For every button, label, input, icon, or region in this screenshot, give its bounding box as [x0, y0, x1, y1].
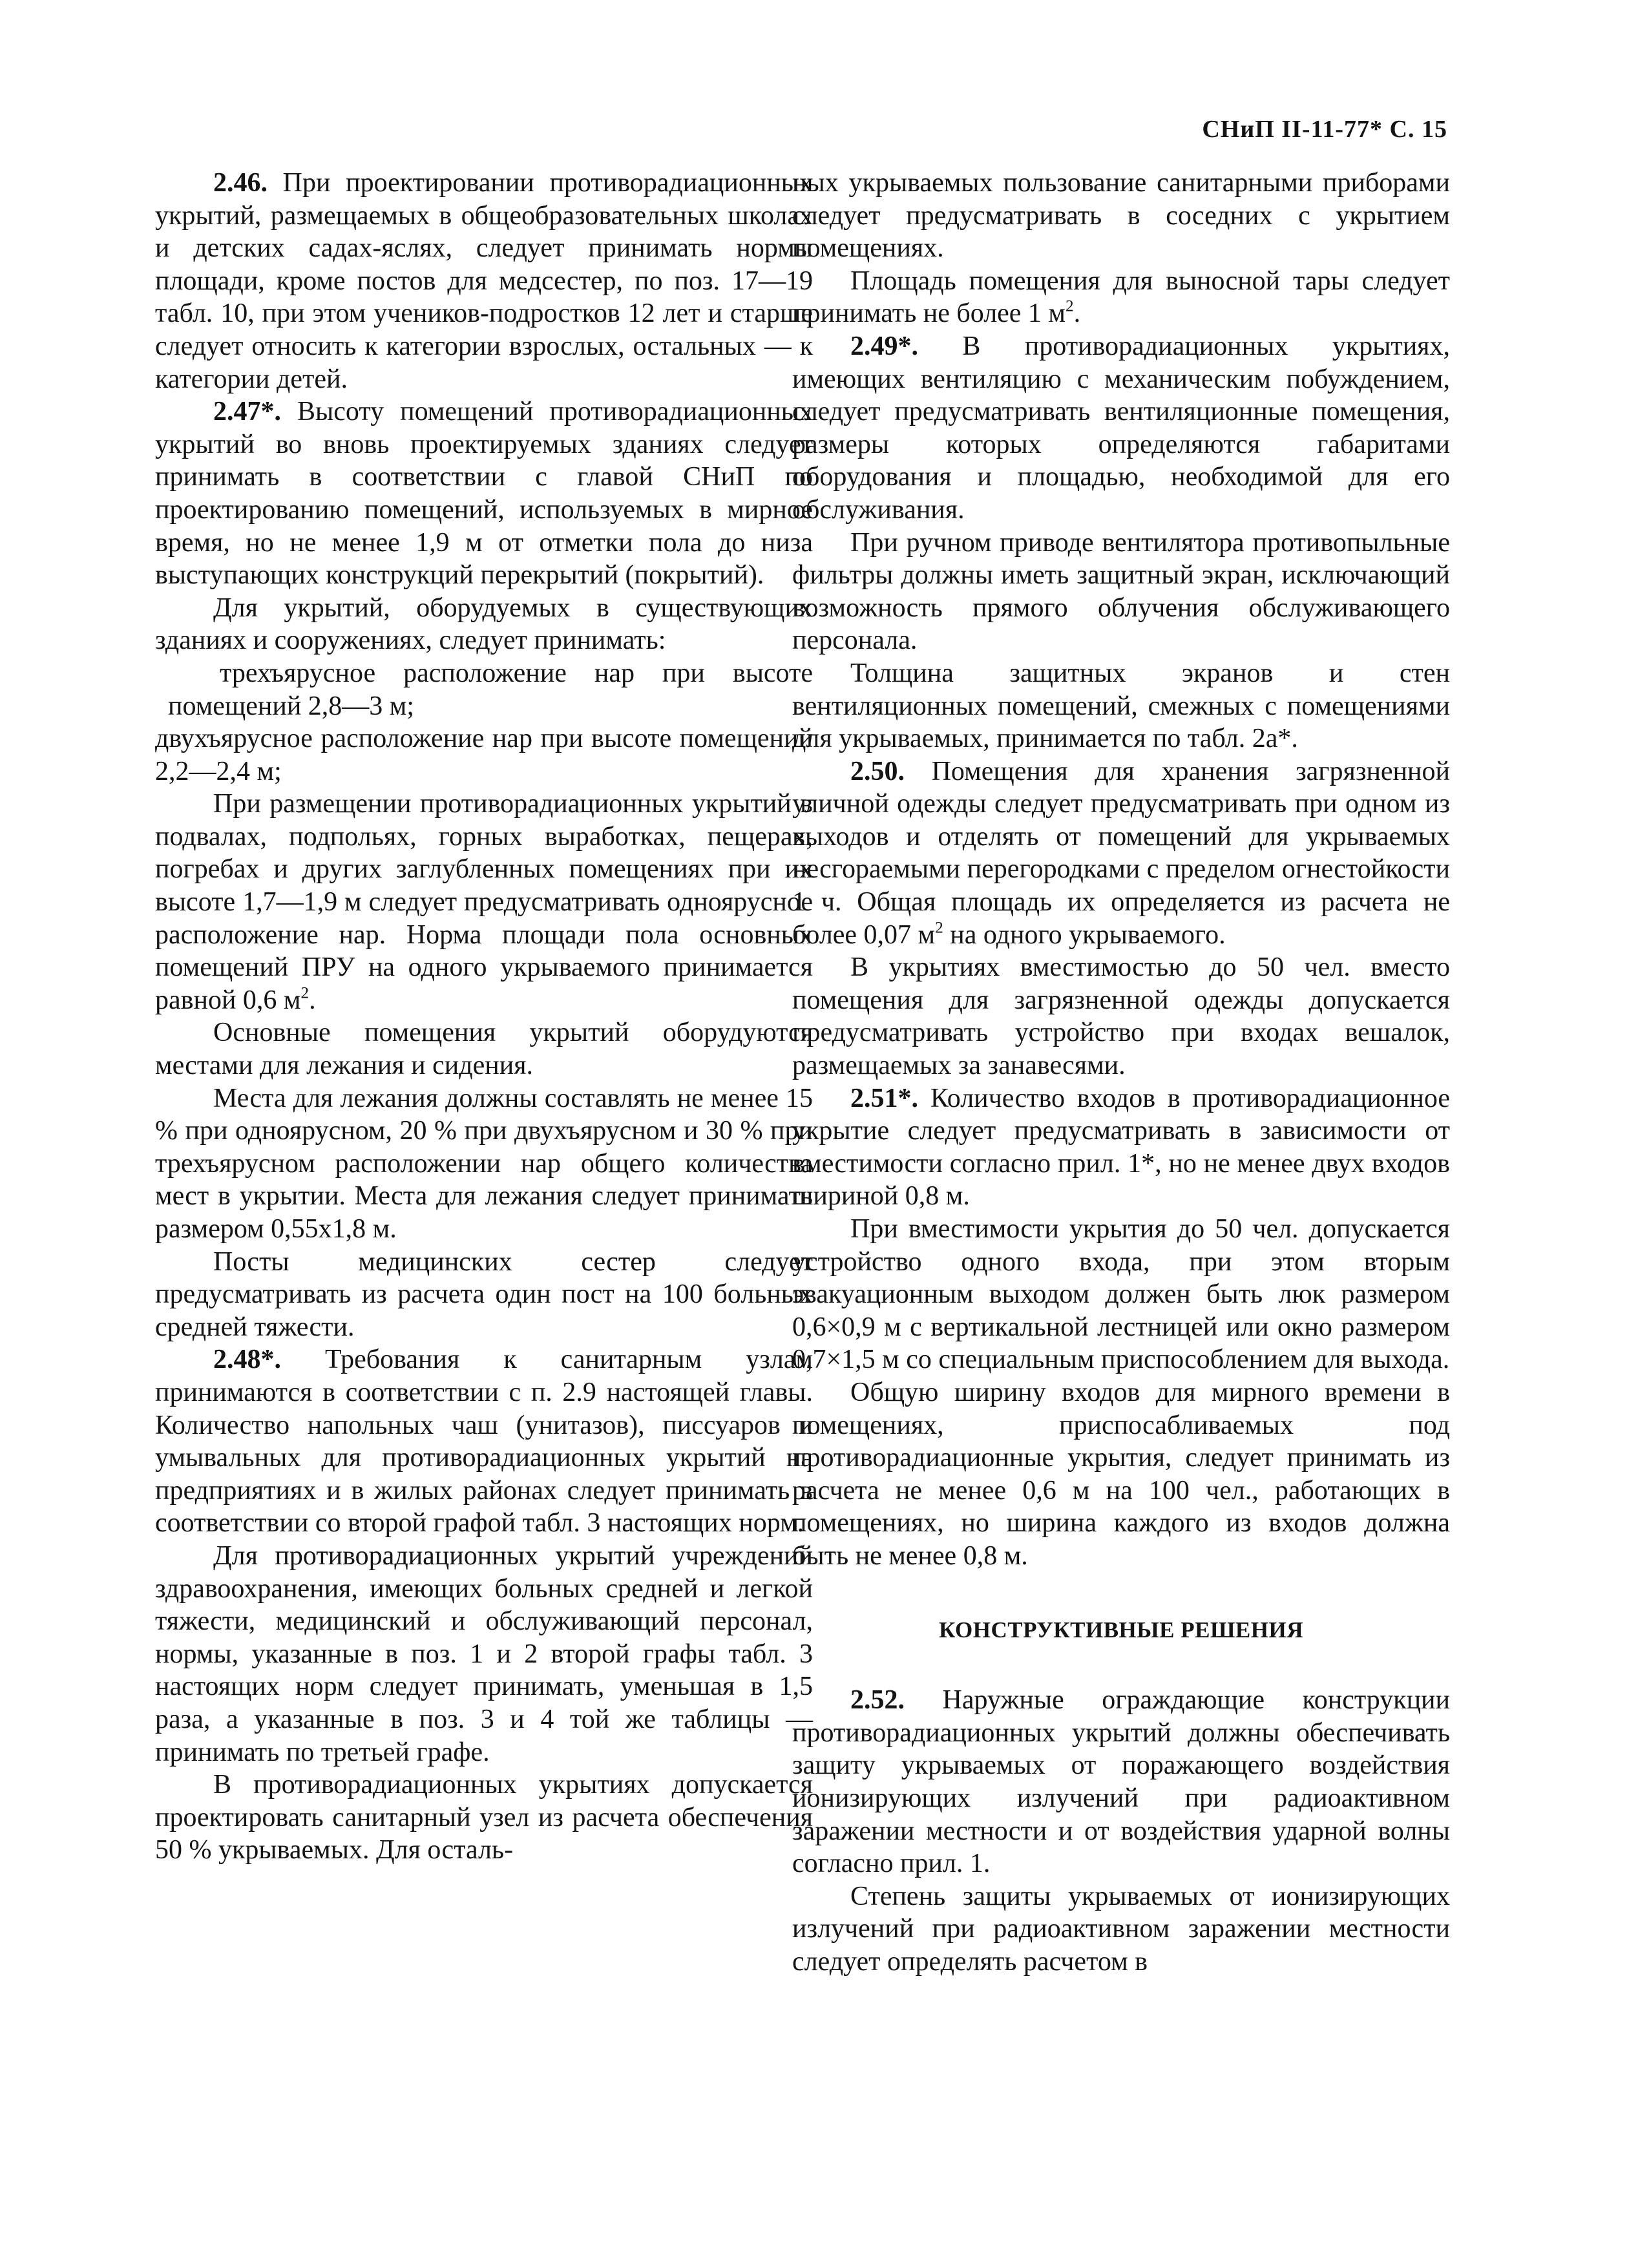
clause-number: 2.49*.	[850, 331, 918, 361]
superscript: 2	[935, 919, 943, 937]
paragraph-2-51	[792, 1082, 1450, 1213]
paragraph-2-48	[155, 1343, 813, 1540]
paragraph-text: трехъярусное расположение нар при высоте помещений 2,8—3 м;	[168, 658, 813, 721]
paragraph-text: Количество входов в противорадиационное укрытие следует предусматривать в зависимости от вместимости согласно прил. 1*, но не менее двух входов шириной 0,8 м.	[792, 1083, 1450, 1212]
clause-number: 2.47*.	[213, 397, 281, 427]
paragraph-text: .	[309, 985, 316, 1015]
paragraph-text: Основные помещения укрытий оборудуются местами для лежания и сидения.	[155, 1018, 813, 1081]
superscript: 2	[1066, 298, 1074, 315]
section-heading: КОНСТРУКТИВНЫЕ РЕШЕНИЯ	[939, 1617, 1303, 1643]
paragraph-text: Площадь помещения для выносной тары следует принимать не более 1 м	[792, 266, 1450, 329]
clause-number: 2.50.	[850, 756, 905, 786]
paragraph-text: на одного укрываемого.	[943, 919, 1226, 950]
paragraph-2-47	[155, 395, 813, 592]
paragraph-text: Помещения для хранения загрязненной уличной одежды следует предусматривать при одном из выходов и отделять от помещений для укрываемых несгораемыми перегородками с пределом огнестойкости 1 ч. Общая площадь их определяется из расчета не более 0,07 м	[792, 756, 1450, 950]
paragraph-text: .	[1073, 299, 1081, 329]
paragraph-text: При вместимости укрытия до 50 чел. допускается устройство одного входа, при этом вторым эвакуационным выходом должен быть люк размером 0,6×0,9 м с вертикальной лестницей или окно размером 0,7×1,5 м со специальным приспособлением для выхода.	[792, 1214, 1450, 1375]
paragraph-text: При ручном приводе вентилятора противопыльные фильтры должны иметь защитный экран, исключающий возможность прямого облучения обслуживающего персонала.	[792, 527, 1450, 656]
clause-number: 2.52.	[850, 1685, 905, 1716]
paragraph-text: Места для лежания должны составлять не менее 15 % при одноярусном, 20 % при двухъярусном и 30 % при трехъярусном расположении нар общего количества мест в укрытии. Места для лежания следует принимать размером 0,55х1,8 м.	[155, 1083, 813, 1244]
right-column	[792, 167, 1450, 1978]
paragraph-text: Требования к санитарным узлам принимаются в соответствии с п. 2.9 настоящей главы. Количество напольных чаш (унитазов), писсуаров и умывальных для противорадиационных укрытий на предприятиях и в жилых районах следует принимать в соответствии со второй графой табл. 3 настоящих норм.	[155, 1345, 813, 1538]
paragraph-2-50	[792, 755, 1450, 952]
left-column	[155, 167, 813, 1867]
paragraph-text: В укрытиях вместимостью до 50 чел. вместо помещения для загрязненной одежды допускается предусматривать устройство при входах вешалок, размещаемых за занавесями.	[792, 952, 1450, 1081]
paragraph-text: Высоту помещений противорадиационных укрытий во вновь проектируемых зданиях следует принимать в соответствии с главой СНиП по проектированию помещений, используемых в мирное время, но не менее 1,9 м от отметки пола до низа выступающих конструкций перекрытий (покрытий).	[155, 397, 813, 591]
superscript: 2	[300, 984, 310, 1002]
clause-number: 2.46.	[213, 168, 268, 198]
clause-number: 2.51*.	[850, 1083, 918, 1113]
paragraph-text: При проектировании противорадиационных укрытий, размещаемых в общеобразовательных школах и детских садах-яслях, следует принимать нормы площади, кроме постов для медсестер, по поз. 17—19 табл. 10, при этом учеников-подростков 12 лет и старше следует относить к категории взрослых, остальных — к категории детей.	[155, 168, 813, 394]
clause-number: 2.48*.	[213, 1345, 281, 1375]
paragraph-text	[792, 265, 1450, 330]
paragraph-text: Посты медицинских сестер следует предусматривать из расчета один пост на 100 больных средней тяжести.	[155, 1246, 813, 1342]
paragraph-text: При размещении противорадиационных укрытий в подвалах, подпольях, горных выработках, пещерах, погребах и других заглубленных помещениях при их высоте 1,7—1,9 м следует предусматривать одноярусное расположение нар. Норма площади пола основных помещений ПРУ на одного укрываемого принимается равной 0,6 м	[155, 789, 813, 1015]
paragraph-text: двухъярусное расположение нар при высоте помещений 2,2—2,4 м;	[155, 724, 813, 786]
paragraph-text: Степень защиты укрываемых от ионизирующих излучений при радиоактивном заражении местности следует определять расчетом в	[792, 1881, 1450, 1977]
paragraph-text	[155, 788, 813, 1016]
running-head: СНиП II-11-77* С. 15	[1202, 116, 1447, 143]
paragraph-2-46	[155, 167, 813, 395]
paragraph-text: ных укрываемых пользование санитарными приборами следует предусматривать в соседних с укрытием помещениях.	[792, 168, 1450, 264]
paragraph-text: Толщина защитных экранов и стен вентиляционных помещений, смежных с помещениями для укрываемых, принимается по табл. 2а*.	[792, 658, 1450, 754]
paragraph-text: В противорадиационных укрытиях допускается проектировать санитарный узел из расчета обеспечения 50 % укрываемых. Для осталь-	[155, 1770, 813, 1865]
paragraph-text: Наружные ограждающие конструкции противорадиационных укрытий должны обеспечивать защиту укрываемых от поражающего воздействия ионизирующих излучений при радиоактивном заражении местности и от воздействия ударной волны согласно прил. 1.	[792, 1685, 1450, 1879]
paragraph-text: Для противорадиационных укрытий учреждений здравоохранения, имеющих больных средней и легкой тяжести, медицинский и обслуживающий персонал, нормы, указанные в поз. 1 и 2 второй графы табл. 3 настоящих норм следует принимать, уменьшая в 1,5 раза, а указанные в поз. 3 и 4 той же таблицы — принимать по третьей графе.	[155, 1540, 813, 1767]
paragraph-2-52	[792, 1684, 1450, 1880]
paragraph-text: В противорадиационных укрытиях, имеющих вентиляцию с механическим побуждением, следует предусматривать вентиляционные помещения, размеры которых определяются габаритами оборудования и площадью, необходимой для его обслуживания.	[792, 331, 1450, 525]
paragraph-2-49	[792, 330, 1450, 527]
paragraph-text: Для укрытий, оборудуемых в существующих зданиях и сооружениях, следует принимать:	[155, 593, 813, 656]
paragraph-text: Общую ширину входов для мирного времени в помещениях, приспосабливаемых под противорадиационные укрытия, следует принимать из расчета не менее 0,6 м на 100 чел., работающих в помещениях, но ширина каждого из входов должна быть не менее 0,8 м.	[792, 1377, 1450, 1571]
